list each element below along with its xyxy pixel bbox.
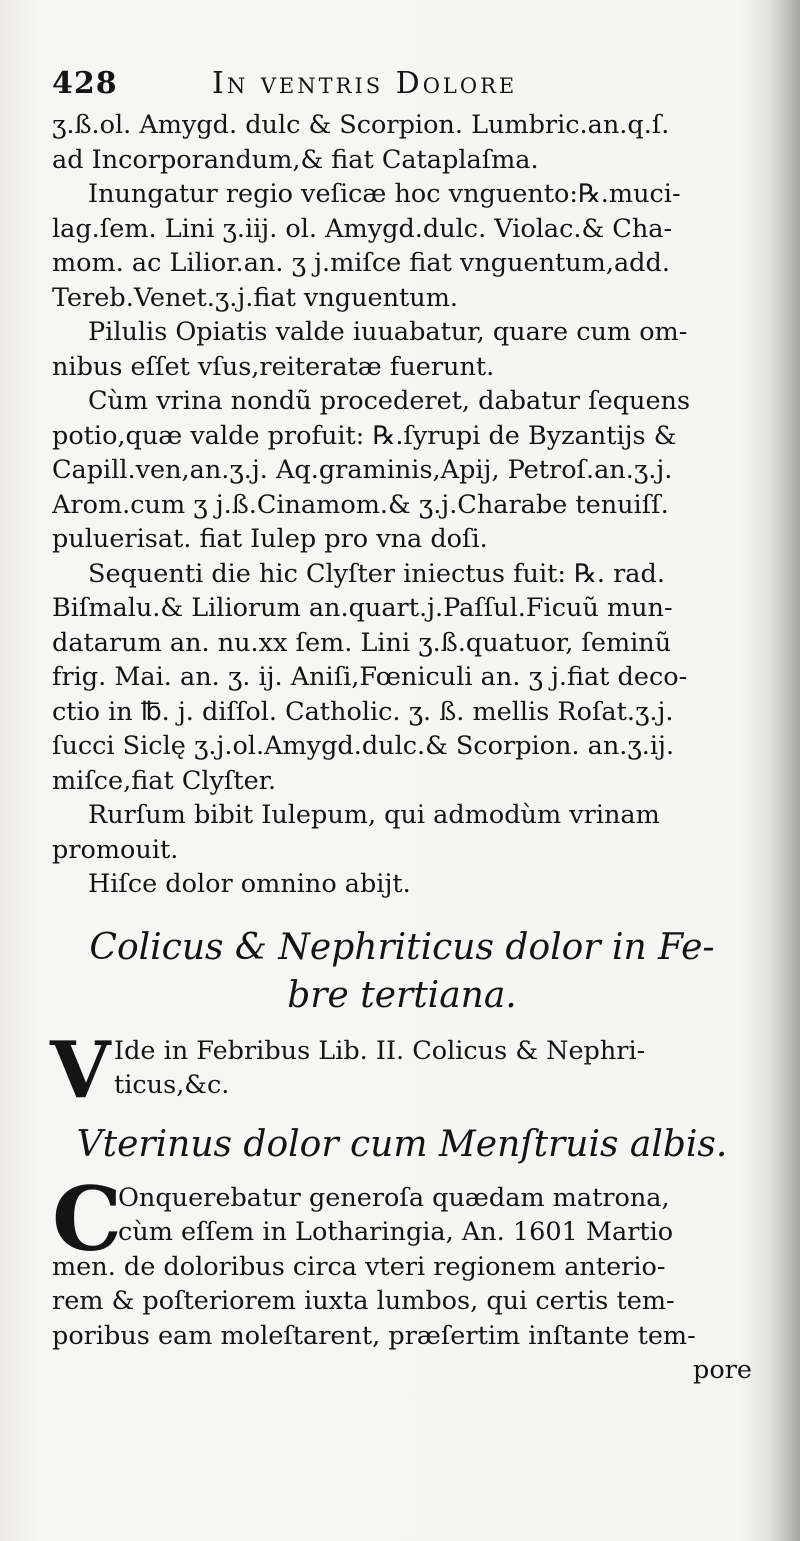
text-line: Tereb.Venet.ʒ.j.fiat vnguentum.: [52, 282, 458, 313]
text-line: puluerisat. fiat Iulep pro vna doſi.: [52, 524, 488, 554]
section-heading: Colicus & Nephriticus dolor in Fe-: [89, 926, 715, 968]
text-line: lag.ſem. Lini ʒ.iij. ol. Amygd.dulc. Violac.& Cha-: [52, 213, 673, 244]
text-line: rem & poſteriorem iuxta lumbos, qui certis tem-: [52, 1286, 675, 1316]
page-body: [52, 108, 752, 1388]
text-line: datarum an. nu.xx ſem. Lini ʒ.ß.quatuor, ſeminũ: [52, 627, 672, 658]
text-line: ʒ.ß.ol. Amygd. dulc & Scorpion. Lumbric.an.q.ſ.: [52, 110, 670, 140]
text-line: ticus,&c.: [114, 1070, 230, 1100]
text-line: cùm eſſem in Lotharingia, An. 1601 Martio: [118, 1217, 674, 1247]
text-line: potio,quæ valde profuit: ℞.ſyrupi de Byzantijs &: [52, 420, 677, 451]
text-line: promouit.: [52, 834, 179, 865]
text-line: Inungatur regio veſicæ hoc vnguento:℞.muci-: [88, 179, 681, 209]
catchword: pore: [693, 1355, 752, 1385]
text-line: Arom.cum ʒ j.ß.Cinamom.& ʒ.j.Charabe tenuiſſ.: [52, 489, 669, 520]
paragraph-with-drop-cap: [52, 1166, 752, 1354]
page-gutter-shadow: [766, 0, 800, 1541]
page-header: [52, 60, 752, 110]
text-line: Sequenti die hic Clyſter iniectus fuit: ℞. rad.: [88, 558, 665, 589]
text-line: Biſmalu.& Liliorum an.quart.j.Paſſul.Ficuũ mun-: [52, 593, 673, 623]
text-line: frig. Mai. an. ʒ. ij. Aniſi,Fœniculi an. ʒ j.fiat deco-: [52, 662, 688, 692]
text-line: Pilulis Opiatis valde iuuabatur, quare cum om-: [88, 317, 688, 347]
text-line: poribus eam moleſtarent, præſertim inſtante tem-: [52, 1320, 696, 1351]
drop-cap: C: [52, 1166, 123, 1271]
text-line: ad Incorporandum,& fiat Cataplaſma.: [52, 144, 539, 175]
running-head: In ventris Dolore: [212, 66, 518, 101]
text-line: men. de doloribus circa vteri regionem anterio-: [52, 1251, 666, 1282]
text-line: ctio in ℔. j. diſſol. Catholic. ʒ. ß. mellis Roſat.ʒ.j.: [52, 696, 674, 727]
paragraph-with-drop-cap: [50, 1024, 752, 1116]
text-line: Cùm vrina nondũ procederet, dabatur ſequens: [88, 386, 691, 416]
text-line: ſucci Siclę ʒ.j.ol.Amygd.dulc.& Scorpion. an.ʒ.ij.: [52, 731, 675, 761]
text-line: Ide in Febribus Lib. II. Colicus & Nephri-: [114, 1035, 646, 1066]
page-number: 428: [52, 66, 118, 101]
text-line: miſce,fiat Clyſter.: [52, 765, 277, 796]
text-line: Onquerebatur generoſa quædam matrona,: [118, 1182, 670, 1213]
section-heading: Vterinus dolor cum Menſtruis albis.: [76, 1123, 728, 1165]
text-line: mom. ac Lilior.an. ʒ j.miſce fiat vnguentum,add.: [52, 248, 670, 278]
text-line: Rurſum bibit Iulepum, qui admodùm vrinam: [88, 800, 660, 830]
section-heading-continued: bre tertiana.: [287, 974, 517, 1016]
text-line: Hiſce dolor omnino abijt.: [88, 869, 411, 899]
text-line: nibus eſſet vſus,reiteratæ fuerunt.: [52, 351, 495, 382]
text-line: Capill.ven,an.ʒ.j. Aq.graminis,Apij, Petroſ.an.ʒ.j.: [52, 455, 673, 485]
drop-cap: V: [50, 1024, 111, 1116]
